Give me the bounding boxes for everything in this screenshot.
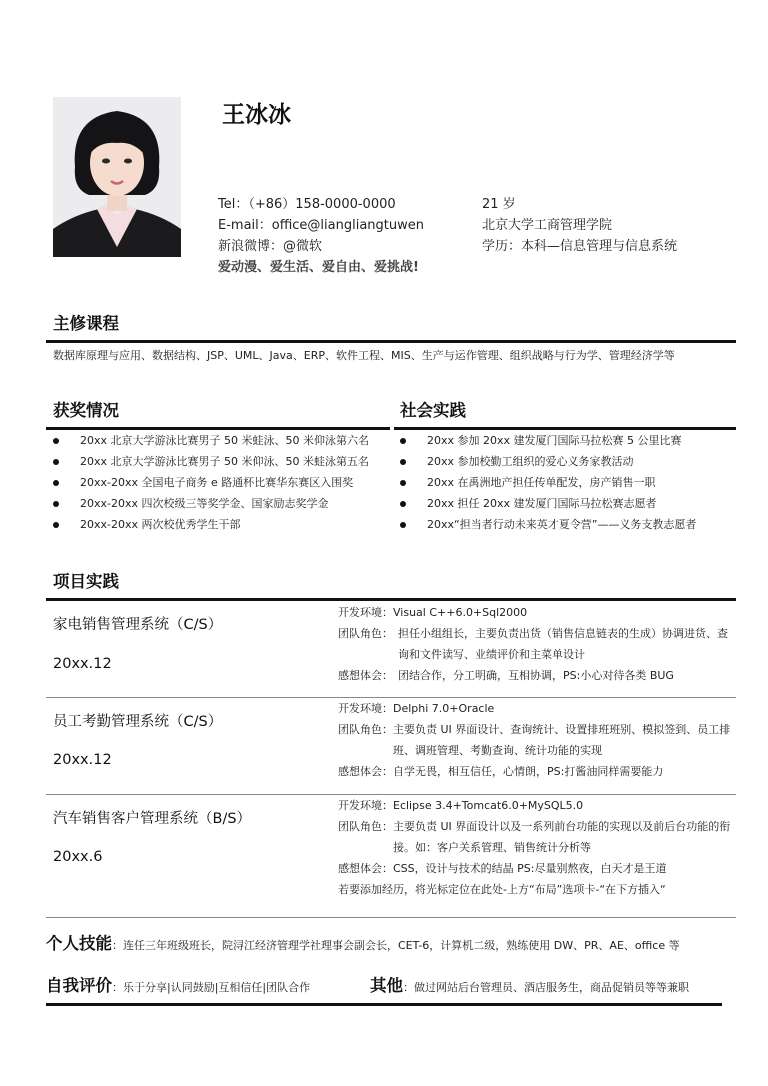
self-eval-row <box>46 972 310 996</box>
role-value: 主要负责 UI 界面设计、查询统计、设置排班班别、模拟签到、员工排班、调班管理、考勤查询、统计功能的实现 <box>393 723 731 757</box>
skills-text: 连任三年班级班长，院浔江经济管理学社理事会副会长，CET-6，计算机二级，熟练使用 DW、PR、AE、office 等 <box>123 939 680 952</box>
courses-text: 数据库原理与应用、数据结构、JSP、UML、Java、ERP、软件工程、MIS、生产与运作管理、组织战略与行为学、管理经济学等 <box>53 349 675 362</box>
feel-label: 感想体会： <box>338 669 393 682</box>
feel-value: 团结合作，分工明确，互相协调，PS:小心对待各类 BUG <box>398 669 674 682</box>
project-details <box>338 698 736 782</box>
courses-title: 主修课程 <box>53 314 119 333</box>
list-item: 20xx-20xx 全国电子商务 e 路通杯比赛华东赛区入围奖 <box>53 472 369 493</box>
list-item: 20xx 参加 20xx 建发厦门国际马拉松赛 5 公里比赛 <box>400 430 696 451</box>
project-date: 20xx.6 <box>53 849 103 865</box>
skills-sep: ： <box>112 939 123 952</box>
self-eval-sep: ： <box>112 981 123 994</box>
env-value: Eclipse 3.4+Tomcat6.0+MySQL5.0 <box>393 799 584 812</box>
projects-title: 项目实践 <box>53 572 119 591</box>
school-text: 北京大学工商管理学院 <box>482 218 613 233</box>
contact-right <box>482 194 677 257</box>
other-title: 其他 <box>370 976 403 995</box>
feel-label: 感想体会： <box>338 862 393 875</box>
project-name: 家电销售管理系统（C/S） <box>53 617 223 633</box>
env-value: Delphi 7.0+Oracle <box>393 702 495 715</box>
list-item: 20xx 在禹洲地产担任传单配发，房产销售一职 <box>400 472 696 493</box>
env-label: 开发环境： <box>338 702 393 715</box>
practice-list <box>400 430 696 535</box>
other-row <box>370 972 689 996</box>
list-item: 20xx 参加校勤工组织的爱心义务家教活动 <box>400 451 696 472</box>
list-item: 20xx 北京大学游泳比赛男子 50 米仰泳、50 米蛙泳第五名 <box>53 451 369 472</box>
env-value: Visual C++6.0+Sql2000 <box>393 606 528 619</box>
courses-rule <box>46 340 736 343</box>
candidate-name: 王冰冰 <box>222 102 291 128</box>
role-value: 担任小组组长，主要负责出货（销售信息链表的生成）协调进货、查询和文件读写、业绩评价和主菜单设计 <box>398 627 728 661</box>
skills-title: 个人技能 <box>46 934 112 953</box>
awards-list <box>53 430 369 535</box>
bottom-rule <box>46 1003 722 1006</box>
role-label: 团队角色： <box>338 820 393 833</box>
feel-value: CSS，设计与技术的结晶 PS:尽量别熬夜，白天才是王道 <box>393 862 667 875</box>
age-text: 21 岁 <box>482 197 516 212</box>
skills-row <box>46 930 680 954</box>
role-label: 团队角色： <box>338 627 393 640</box>
phone-text: Tel：（+86）158-0000-0000 <box>218 197 396 212</box>
role-value: 主要负责 UI 界面设计以及一系列前台功能的实现以及前后台功能的衔接。如：客户关系管理、销售统计分析等 <box>393 820 731 854</box>
list-item: 20xx 北京大学游泳比赛男子 50 米蛙泳、50 米仰泳第六名 <box>53 430 369 451</box>
insert-note: 若要添加经历，将光标定位在此处-上方“布局”选项卡-“在下方插入“ <box>338 883 666 896</box>
list-item: 20xx 担任 20xx 建发厦门国际马拉松赛志愿者 <box>400 493 696 514</box>
projects-bottom-divider <box>46 917 736 918</box>
list-item: 20xx-20xx 两次校优秀学生干部 <box>53 514 369 535</box>
email-text: E-mail：office@liangliangtuwen <box>218 218 424 233</box>
feel-label: 感想体会： <box>338 765 393 778</box>
projects-rule <box>46 598 736 601</box>
list-item: 20xx-20xx 四次校级三等奖学金、国家励志奖学金 <box>53 493 369 514</box>
practice-title: 社会实践 <box>400 401 466 420</box>
degree-text: 学历：本科—信息管理与信息系统 <box>482 239 678 254</box>
project-details <box>338 795 736 900</box>
project-date: 20xx.12 <box>53 752 112 768</box>
feel-value: 自学无畏，相互信任，心情朗，PS:打酱油同样需要能力 <box>393 765 664 778</box>
role-label: 团队角色： <box>338 723 393 736</box>
contact-left <box>218 194 424 278</box>
project-name: 员工考勤管理系统（C/S） <box>53 714 223 730</box>
project-date: 20xx.12 <box>53 656 112 672</box>
awards-title: 获奖情况 <box>53 401 119 420</box>
list-item: 20xx“担当者行动未来英才夏令营”——义务支教志愿者 <box>400 514 696 535</box>
other-text: 做过网站后台管理员、酒店服务生，商品促销员等等兼职 <box>414 981 689 994</box>
self-eval-title: 自我评价 <box>46 976 112 995</box>
env-label: 开发环境： <box>338 606 393 619</box>
weibo-text: 新浪微博：@微软 <box>218 239 323 254</box>
project-details <box>338 602 736 686</box>
other-sep: ： <box>403 981 414 994</box>
profile-photo <box>53 97 181 257</box>
self-eval-text: 乐于分享|认同鼓励|互相信任|团队合作 <box>123 981 311 994</box>
env-label: 开发环境： <box>338 799 393 812</box>
project-name: 汽车销售客户管理系统（B/S） <box>53 811 252 827</box>
motto-text: 爱动漫、爱生活、爱自由、爱挑战! <box>218 260 419 275</box>
